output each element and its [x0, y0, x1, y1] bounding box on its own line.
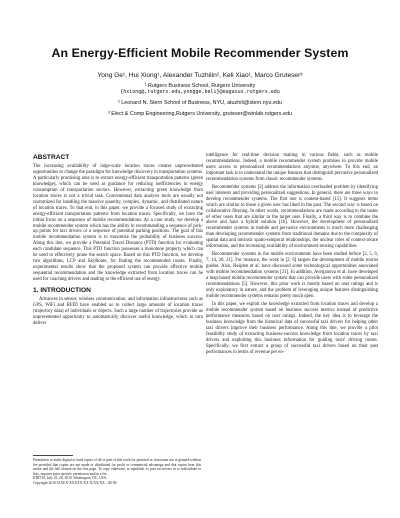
footnote-rule [33, 455, 73, 456]
introduction-heading: 1. INTRODUCTION [33, 287, 91, 295]
right-paragraph: Recommender systems in the mobile environments have been studied before [2, 5, 6, 7, 14, 20, 21]. For instance, the work in [2, 6] targets the development of mobile tourist guides. Also, Heijden et al. have discussed some technological opportunities associated with mobile recommendation systems [21]. In addition, Averjanova et al. have developed a map-based mobile recommender system that can provide users with some personalized recommendations [5]. However, this prior work is mostly based on user ratings and is only exploratory in nature, and the problem of leveraging unique features distinguishing mobile recommender systems remains pretty much open. [206, 252, 378, 299]
right-paragraph: intelligence for real-time decision making in various fields, such as mobile recommendations. Indeed, a mobile recommender system promises to provide mobile users access to personalized recommendations anytime, anywhere. To this end, an important task is to understand the unique features that distinguish pervasive personalized recommendation systems from classic recommender systems. [206, 153, 378, 182]
permission-footnote [33, 455, 201, 485]
footnote-permission-text: Permission to make digital or hard copies of all or part of this work for personal or classroom use is granted without fee provided that copies are not made or distributed for profit or commercial advantage and that copies bear this notice and the full citation on the first page. To copy otherwise, to republish, to post on servers or to redistribute to lists, requires prior specific permission and/or a fee. [33, 458, 201, 476]
affiliation-1-line1: ¹ Rutgers Business School, Rutgers University [144, 83, 256, 89]
introduction-text: Advances in sensor, wireless communication, and information infrastructures such as GPS, WiFi and RFID have enabled us to collect large amounts of location traces (trajectory data) of individuals or objects. Such a large number of trajectories provide us unprecedented opportunity to automatically discover useful knowledge, which in turn deliver [33, 297, 203, 326]
right-paragraph: In this paper, we exploit the knowledge extracted from location traces and develop a mobile recommender system based on business success metrics instead of predictive performance measures based on user ratings. Indeed, the key idea is to leverage the business knowledge from the historical data of successful taxi drivers for helping other taxi drivers improve their business performance. Along this line, we provide a pilot feasibility study of extracting business-success knowledge from location traces by taxi drivers and exploiting this business information for guiding taxis' driving routes. Specifically, we first extract a group of successful taxi drivers based on their past performances in terms of revenue per en- [206, 301, 378, 355]
footnote-venue: KDD'10, July 25–28, 2010, Washington, DC, USA. [33, 476, 108, 480]
affiliation-1 [20, 83, 380, 96]
author-list: Yong Ge¹, Hui Xiong¹, Alexander Tuzhilin², Keli Xiao¹, Marco Gruteser³ [97, 72, 303, 79]
right-paragraph: Recommender systems [3] address the information overloaded problem by identifying user interests and providing personalized suggestions. In general, there are three ways to develop recommender systems. The first one is content-based [15]. It suggests items which are similar to those a given user has liked in the past. The second way is based on collaborative filtering. In other words, recommendations are made according to the tastes of other users that are similar to the target user. Finally, a third way is to combine the above and have a hybrid solution [16]. However, the development of personalized recommender systems in mobile and pervasive environments is much more challenging than developing recommender systems from traditional domains due to the complexity of spatial data and intrinsic spatio-temporal relationships, the unclear roles of context-aware information, and the increasing availability of environment sensing capabilities. [206, 184, 378, 250]
affiliation-3: ³ Elect & Comp Engineering,Rutgers University, gruteser@winlab.rutgers.edu [108, 111, 292, 117]
paper-title: An Energy-Efficient Mobile Recommender System [51, 46, 349, 60]
right-column [206, 153, 378, 357]
affiliation-1-emails: {hxiong@,rutgers.edu,yongge,keli}@eagasus.rutgers.edu [120, 89, 280, 96]
abstract-heading: ABSTRACT [33, 154, 70, 161]
footnote-copyright: Copyright 2010 ACM X-XXXXX-XX-X/XX/XX ...$5.00. [33, 480, 118, 485]
left-column [33, 154, 203, 329]
affiliation-2: ² Leonard N. Stern School of Business, NYU, atuzhili@stern.nyu.edu [118, 100, 282, 106]
abstract-text: The increasing availability of large-scale location traces creates unprecedented opportunities to change the paradigm for knowledge discovery in transportation systems. A particularly promising area is to extract energy-efficient transportation patterns (green knowledge), which can be used as guidance for reducing inefficiencies in energy consumption of transportation sectors. However, extracting green knowledge from location traces is not a trivial task. Conventional data analysis tools are usually not customized for handling the massive quantity, complex, dynamic, and distributed nature of location traces. To that end, in this paper, we provide a focused study of extracting energy-efficient transportation patterns from location traces. Specifically, we have the initial focus on a sequence of mobile recommendations. As a case study, we develop a mobile recommender system which has the ability in recommending a sequence of pick-up points for taxi drivers or a sequence of potential parking positions. The goal of this mobile recommendation system is to maximize the probability of business success. Along this line, we provide a Potential Travel Distance (PTD) function for evaluating each candidate sequence. This PTD function possesses a monotone property which can be used to effectively prune the search space. Based on this PTD function, we develop two algorithms, LCP and SkyRoute, for finding the recommended routes. Finally, experimental results show that the proposed system can provide effective mobile sequential recommendation and the knowledge extracted from location traces can be used for coaching drivers and leading to the efficient use of energy. [33, 164, 203, 283]
